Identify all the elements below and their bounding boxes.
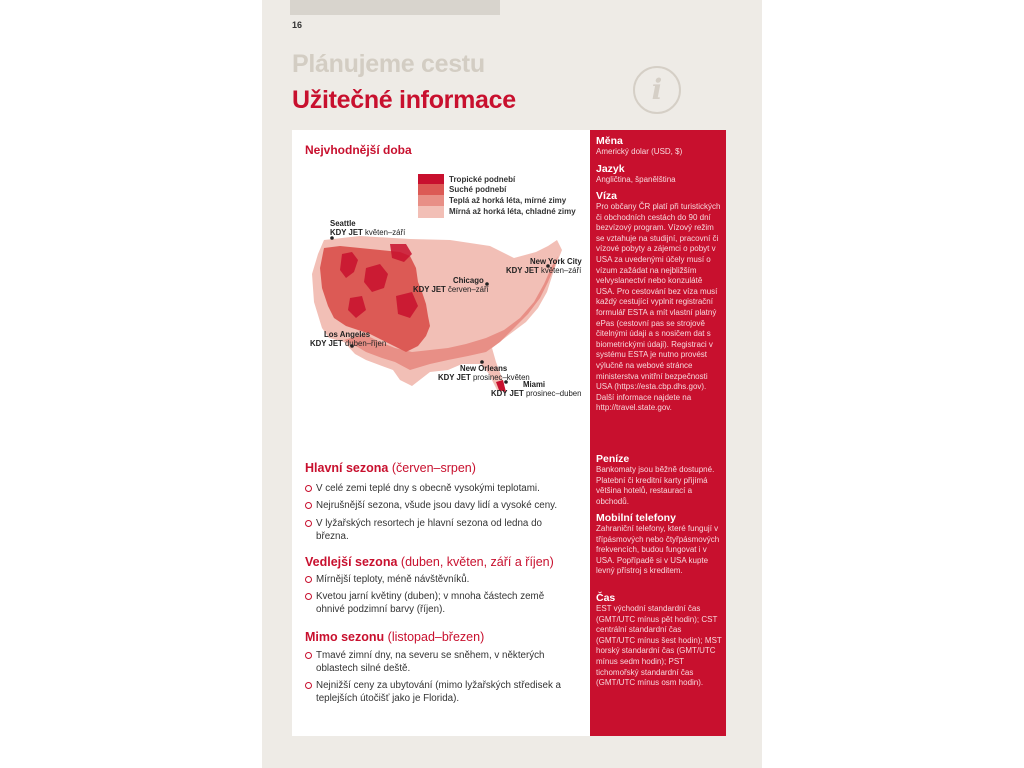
season-name: Hlavní sezona (305, 461, 389, 475)
bullet-icon (305, 485, 312, 492)
city-name: New Orleans (460, 364, 508, 373)
kdy-jet-label: KDY JET (506, 266, 539, 275)
off-season-title (305, 630, 484, 644)
city-period: červen–září (447, 285, 489, 294)
page-number: 16 (292, 20, 303, 30)
city-name: Chicago (453, 276, 484, 285)
sidebar-text: Americký dolar (USD, $) (596, 147, 683, 156)
city-period: duben–říjen (344, 339, 387, 348)
sidebar-heading: Měna (596, 135, 623, 147)
sidebar-section-visa (596, 190, 722, 414)
city-label-seattle (330, 219, 405, 237)
kdy-jet-label: KDY JET (413, 285, 446, 294)
off-season-bullet (305, 679, 580, 705)
bullet-text: V celé zemi teplé dny s obecně vysokými teplotami. (316, 483, 540, 494)
page-tab (290, 0, 500, 15)
main-season-title (305, 461, 476, 475)
sidebar-text: Angličtina, španělština (596, 175, 676, 184)
off-season-bullet (305, 649, 573, 675)
city-period: prosinec–duben (525, 389, 582, 398)
sidebar-section-language (596, 163, 722, 186)
sidebar-text: Bankomaty jsou běžně dostupné. Platební či kreditní karty přijímá většina hotelů, restaurací a obchodů. (596, 465, 715, 506)
kdy-jet-label: KDY JET (438, 373, 471, 382)
main-season-bullet (305, 499, 580, 512)
shoulder-season-title (305, 555, 554, 569)
city-name: Miami (523, 380, 546, 389)
sidebar-heading: Čas (596, 592, 616, 604)
bullet-text: Kvetou jarní květiny (duben); v mnoha částech země ohnivé podzimní barvy (říjen). (316, 591, 545, 615)
legend-label: Teplá až horká léta, mírné zimy (449, 196, 567, 205)
shoulder-season-bullet (305, 590, 573, 616)
section-heading: Plánujeme cestu (292, 50, 485, 78)
legend-swatch (418, 206, 444, 218)
sidebar-heading: Jazyk (596, 163, 625, 175)
city-period: květen–září (364, 228, 406, 237)
city-name: New York City (530, 257, 582, 266)
info-icon: i (633, 66, 681, 114)
city-label-los-angeles (310, 330, 386, 348)
sidebar-section-currency (596, 135, 722, 158)
season-name: Mimo sezonu (305, 630, 385, 644)
shoulder-season-bullet (305, 573, 580, 586)
bullet-text: Nejnižší ceny za ubytování (mimo lyžařských středisek a teplejších útočišť jako je Florida). (316, 680, 562, 704)
bullet-icon (305, 652, 312, 659)
city-name: Seattle (330, 219, 356, 228)
sidebar-section-time (596, 592, 722, 689)
kdy-jet-label: KDY JET (330, 228, 363, 237)
season-range: (duben, květen, září a říjen) (400, 555, 554, 569)
legend-label: Suché podnebí (449, 185, 507, 194)
bullet-text: Mírnější teploty, méně návštěvníků. (316, 574, 470, 585)
city-period: prosinec–květen (472, 373, 530, 382)
sidebar-heading: Peníze (596, 453, 630, 465)
bullet-text: V lyžařských resortech je hlavní sezona od ledna do března. (316, 518, 542, 542)
city-label-new-york (506, 257, 582, 275)
kdy-jet-label: KDY JET (491, 389, 524, 398)
legend-label: Tropické podnebí (449, 175, 516, 184)
bullet-text: Nejrušnější sezona, všude jsou davy lidí a vysoké ceny. (316, 500, 558, 511)
map-title: Nejvhodnější doba (305, 143, 412, 157)
sidebar-section-money (596, 453, 722, 507)
bullet-icon (305, 682, 312, 689)
bullet-icon (305, 576, 312, 583)
bullet-icon (305, 593, 312, 600)
season-name: Vedlejší sezona (305, 555, 398, 569)
sidebar-section-phones (596, 512, 722, 577)
season-range: (listopad–březen) (387, 630, 485, 644)
city-label-miami (491, 380, 581, 398)
bullet-icon (305, 520, 312, 527)
bullet-text: Tmavé zimní dny, na severu se sněhem, v některých oblastech silné deště. (316, 650, 545, 674)
info-sidebar (590, 130, 726, 736)
kdy-jet-label: KDY JET (310, 339, 343, 348)
city-period: květen–září (540, 266, 582, 275)
main-season-bullet (305, 517, 565, 543)
city-label-chicago (413, 276, 489, 294)
sidebar-heading: Víza (596, 190, 618, 202)
main-season-bullet (305, 482, 580, 495)
city-name: Los Angeles (324, 330, 371, 339)
sidebar-heading: Mobilní telefony (596, 512, 676, 524)
page-title: Užitečné informace (292, 86, 516, 114)
season-range: (červen–srpen) (391, 461, 476, 475)
sidebar-text: Zahraniční telefony, které fungují v třípásmových nebo čtyřpásmových frekvencích, budou fungovat i v USA. Popřípadě si v USA kupte levný přístroj s kreditem. (596, 524, 720, 576)
bullet-icon (305, 502, 312, 509)
sidebar-text: Pro občany ČR platí při turistických či obchodních cestách do 90 dní bezvízový program. Vízový režim se vztahuje na studijní, pracovní či vízové pobyty a zájemci o pobyt v USA za uvedenými účely musí o vízum zažádat na nejbližším velvyslanectví nebo konzulátě USA. Pro cestování bez víza musí každý cestující vyplnit registrační formulář ESTA a mít vlastní platný ePas (cestovní pas se strojově čitelnými údaji a s nosičem dat s biometrickými údaji). Registraci v systému ESTA je nutno provést výlučně na webové stránce ministerstva vnitřní bezpečnosti USA (https://esta.cbp.dhs.gov). Další informace najdete na http://travel.state.gov. (596, 202, 721, 413)
sidebar-text: EST východní standardní čas (GMT/UTC mínus pět hodin); CST centrální standardní čas (GMT/UTC mínus šest hodin); MST horský standardní čas (GMT/UTC mínus sedm hodin); PST tichomořský standardní čas (GMT/UTC mínus osm hodin). (596, 604, 722, 688)
legend-label: Mírná až horká léta, chladné zimy (449, 207, 576, 216)
